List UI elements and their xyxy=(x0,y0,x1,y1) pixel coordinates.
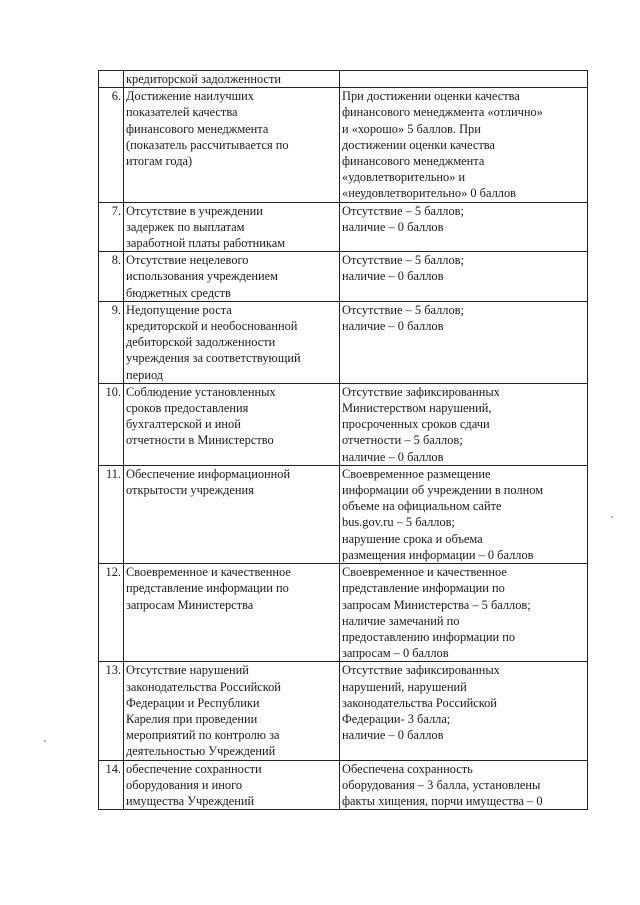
criterion-cell xyxy=(124,88,340,202)
score-line: наличие замечаний по xyxy=(342,613,460,628)
criterion-line: финансового менеджмента xyxy=(126,121,269,136)
score-line: При достижении оценки качества xyxy=(342,89,520,104)
row-number: 12. xyxy=(99,564,124,662)
score-line: размещения информации – 0 баллов xyxy=(342,547,534,562)
criterion-line: бухгалтерской и иной xyxy=(126,417,241,432)
criterion-cell xyxy=(124,71,340,88)
criterion-cell xyxy=(124,202,340,252)
criterion-line: (показатель рассчитывается по xyxy=(126,137,289,152)
score-line: Отсутствие – 5 баллов; xyxy=(342,253,464,268)
score-line: законодательства Российской xyxy=(342,695,497,710)
score-line: финансового менеджмента «отлично» xyxy=(342,105,543,120)
row-number: 11. xyxy=(99,465,124,563)
scan-speck xyxy=(611,516,613,518)
criterion-line: Обеспечение информационной xyxy=(126,466,291,481)
score-line: предоставлению информации по xyxy=(342,629,516,644)
criterion-line: законодательства Российской xyxy=(126,679,281,694)
score-line: Отсутствие зафиксированных xyxy=(342,663,500,678)
score-line: наличие – 0 баллов xyxy=(342,319,444,334)
score-cell xyxy=(340,760,588,810)
criterion-line: Отсутствие в учреждении xyxy=(126,203,263,218)
table-row xyxy=(99,662,588,760)
row-number xyxy=(99,71,124,88)
table-row xyxy=(99,252,588,302)
criterion-cell xyxy=(124,760,340,810)
score-line: и «хорошо» 5 баллов. При xyxy=(342,121,481,136)
score-line: представление информации по xyxy=(342,581,505,596)
score-line: Министерством нарушений, xyxy=(342,401,492,416)
score-line: просроченных сроков сдачи xyxy=(342,417,490,432)
scan-speck xyxy=(44,740,46,742)
score-line: наличие – 0 баллов xyxy=(342,728,444,743)
criterion-line: сроков предоставления xyxy=(126,401,249,416)
criterion-line: оборудования и иного xyxy=(126,777,243,792)
criterion-line: итогам года) xyxy=(126,154,193,169)
criteria-table xyxy=(98,70,588,810)
score-line: нарушение срока и объема xyxy=(342,531,483,546)
score-line: Отсутствие – 5 баллов; xyxy=(342,203,464,218)
criterion-line: задержек по выплатам xyxy=(126,219,245,234)
criterion-line: Достижение наилучших xyxy=(126,89,254,104)
criterion-line: Отсутствие нарушений xyxy=(126,663,249,678)
criterion-line: кредиторской и необоснованной xyxy=(126,319,298,334)
criterion-line: период xyxy=(126,367,164,382)
score-line: факты хищения, порчи имущества – 0 xyxy=(342,793,543,808)
score-cell xyxy=(340,564,588,662)
criterion-line: запросам Министерства xyxy=(126,597,254,612)
score-cell xyxy=(340,202,588,252)
score-cell xyxy=(340,252,588,302)
table-row xyxy=(99,88,588,202)
score-line: запросам Министерства – 5 баллов; xyxy=(342,597,531,612)
score-line: наличие – 0 баллов xyxy=(342,449,444,464)
row-number: 7. xyxy=(99,202,124,252)
criterion-line: заработной платы работникам xyxy=(126,236,286,251)
criterion-line: открытости учреждения xyxy=(126,483,254,498)
row-number: 8. xyxy=(99,252,124,302)
score-line: Федерации- 3 балла; xyxy=(342,711,451,726)
score-line: финансового менеджмента xyxy=(342,154,485,169)
criterion-line: бюджетных средств xyxy=(126,285,231,300)
criterion-line: дебиторской задолженности xyxy=(126,335,276,350)
score-cell xyxy=(340,383,588,465)
criterion-line: Отсутствие нецелевого xyxy=(126,253,249,268)
score-line: Отсутствие зафиксированных xyxy=(342,384,500,399)
criterion-line: мероприятий по контролю за xyxy=(126,728,280,743)
criterion-line: Своевременное и качественное xyxy=(126,565,291,580)
criterion-line: Соблюдение установленных xyxy=(126,384,276,399)
row-number: 9. xyxy=(99,301,124,383)
table-row xyxy=(99,465,588,563)
score-cell xyxy=(340,301,588,383)
score-line: Своевременное размещение xyxy=(342,466,491,481)
score-line: нарушений, нарушений xyxy=(342,679,467,694)
criterion-cell xyxy=(124,662,340,760)
score-line: наличие – 0 баллов xyxy=(342,219,444,234)
criterion-cell xyxy=(124,252,340,302)
score-line: наличие – 0 баллов xyxy=(342,269,444,284)
criterion-line: кредиторской задолженности xyxy=(126,72,282,86)
criterion-cell xyxy=(124,465,340,563)
row-number: 14. xyxy=(99,760,124,810)
score-line: отчетности – 5 баллов; xyxy=(342,433,463,448)
score-cell xyxy=(340,662,588,760)
criterion-line: Карелия при проведении xyxy=(126,711,258,726)
score-line: запросам – 0 баллов xyxy=(342,646,449,661)
criterion-line: использования учреждением xyxy=(126,269,278,284)
criterion-line: представление информации по xyxy=(126,581,289,596)
score-line: Обеспечена сохранность xyxy=(342,761,473,776)
table-row xyxy=(99,383,588,465)
table-row xyxy=(99,71,588,88)
row-number: 6. xyxy=(99,88,124,202)
score-line: Отсутствие – 5 баллов; xyxy=(342,302,464,317)
criterion-line: Недопущение роста xyxy=(126,302,232,317)
score-line: объеме на официальном сайте xyxy=(342,499,502,514)
row-number: 13. xyxy=(99,662,124,760)
table-row xyxy=(99,564,588,662)
score-line: Своевременное и качественное xyxy=(342,565,507,580)
score-line: оборудования – 3 балла, установлены xyxy=(342,777,541,792)
criterion-line: показателей качества xyxy=(126,105,238,120)
score-cell xyxy=(340,465,588,563)
score-cell xyxy=(340,88,588,202)
score-line: «неудовлетворительно» 0 баллов xyxy=(342,186,516,201)
criterion-line: учреждения за соответствующий xyxy=(126,351,301,366)
criterion-cell xyxy=(124,564,340,662)
row-number: 10. xyxy=(99,383,124,465)
score-line: информации об учреждении в полном xyxy=(342,483,544,498)
score-cell xyxy=(340,71,588,88)
table-row xyxy=(99,202,588,252)
score-line: bus.gov.ru – 5 баллов; xyxy=(342,515,455,530)
table-row xyxy=(99,760,588,810)
criterion-line: отчетности в Министерство xyxy=(126,433,274,448)
criterion-line: обеспечение сохранности xyxy=(126,761,262,776)
criterion-cell xyxy=(124,383,340,465)
table-row xyxy=(99,301,588,383)
criterion-line: Федерации и Республики xyxy=(126,695,260,710)
criterion-cell xyxy=(124,301,340,383)
criterion-line: имущества Учреждений xyxy=(126,793,255,808)
criterion-line: деятельностью Учреждений xyxy=(126,744,276,759)
score-line: «удовлетворительно» и xyxy=(342,170,466,185)
score-line: достижении оценки качества xyxy=(342,137,495,152)
